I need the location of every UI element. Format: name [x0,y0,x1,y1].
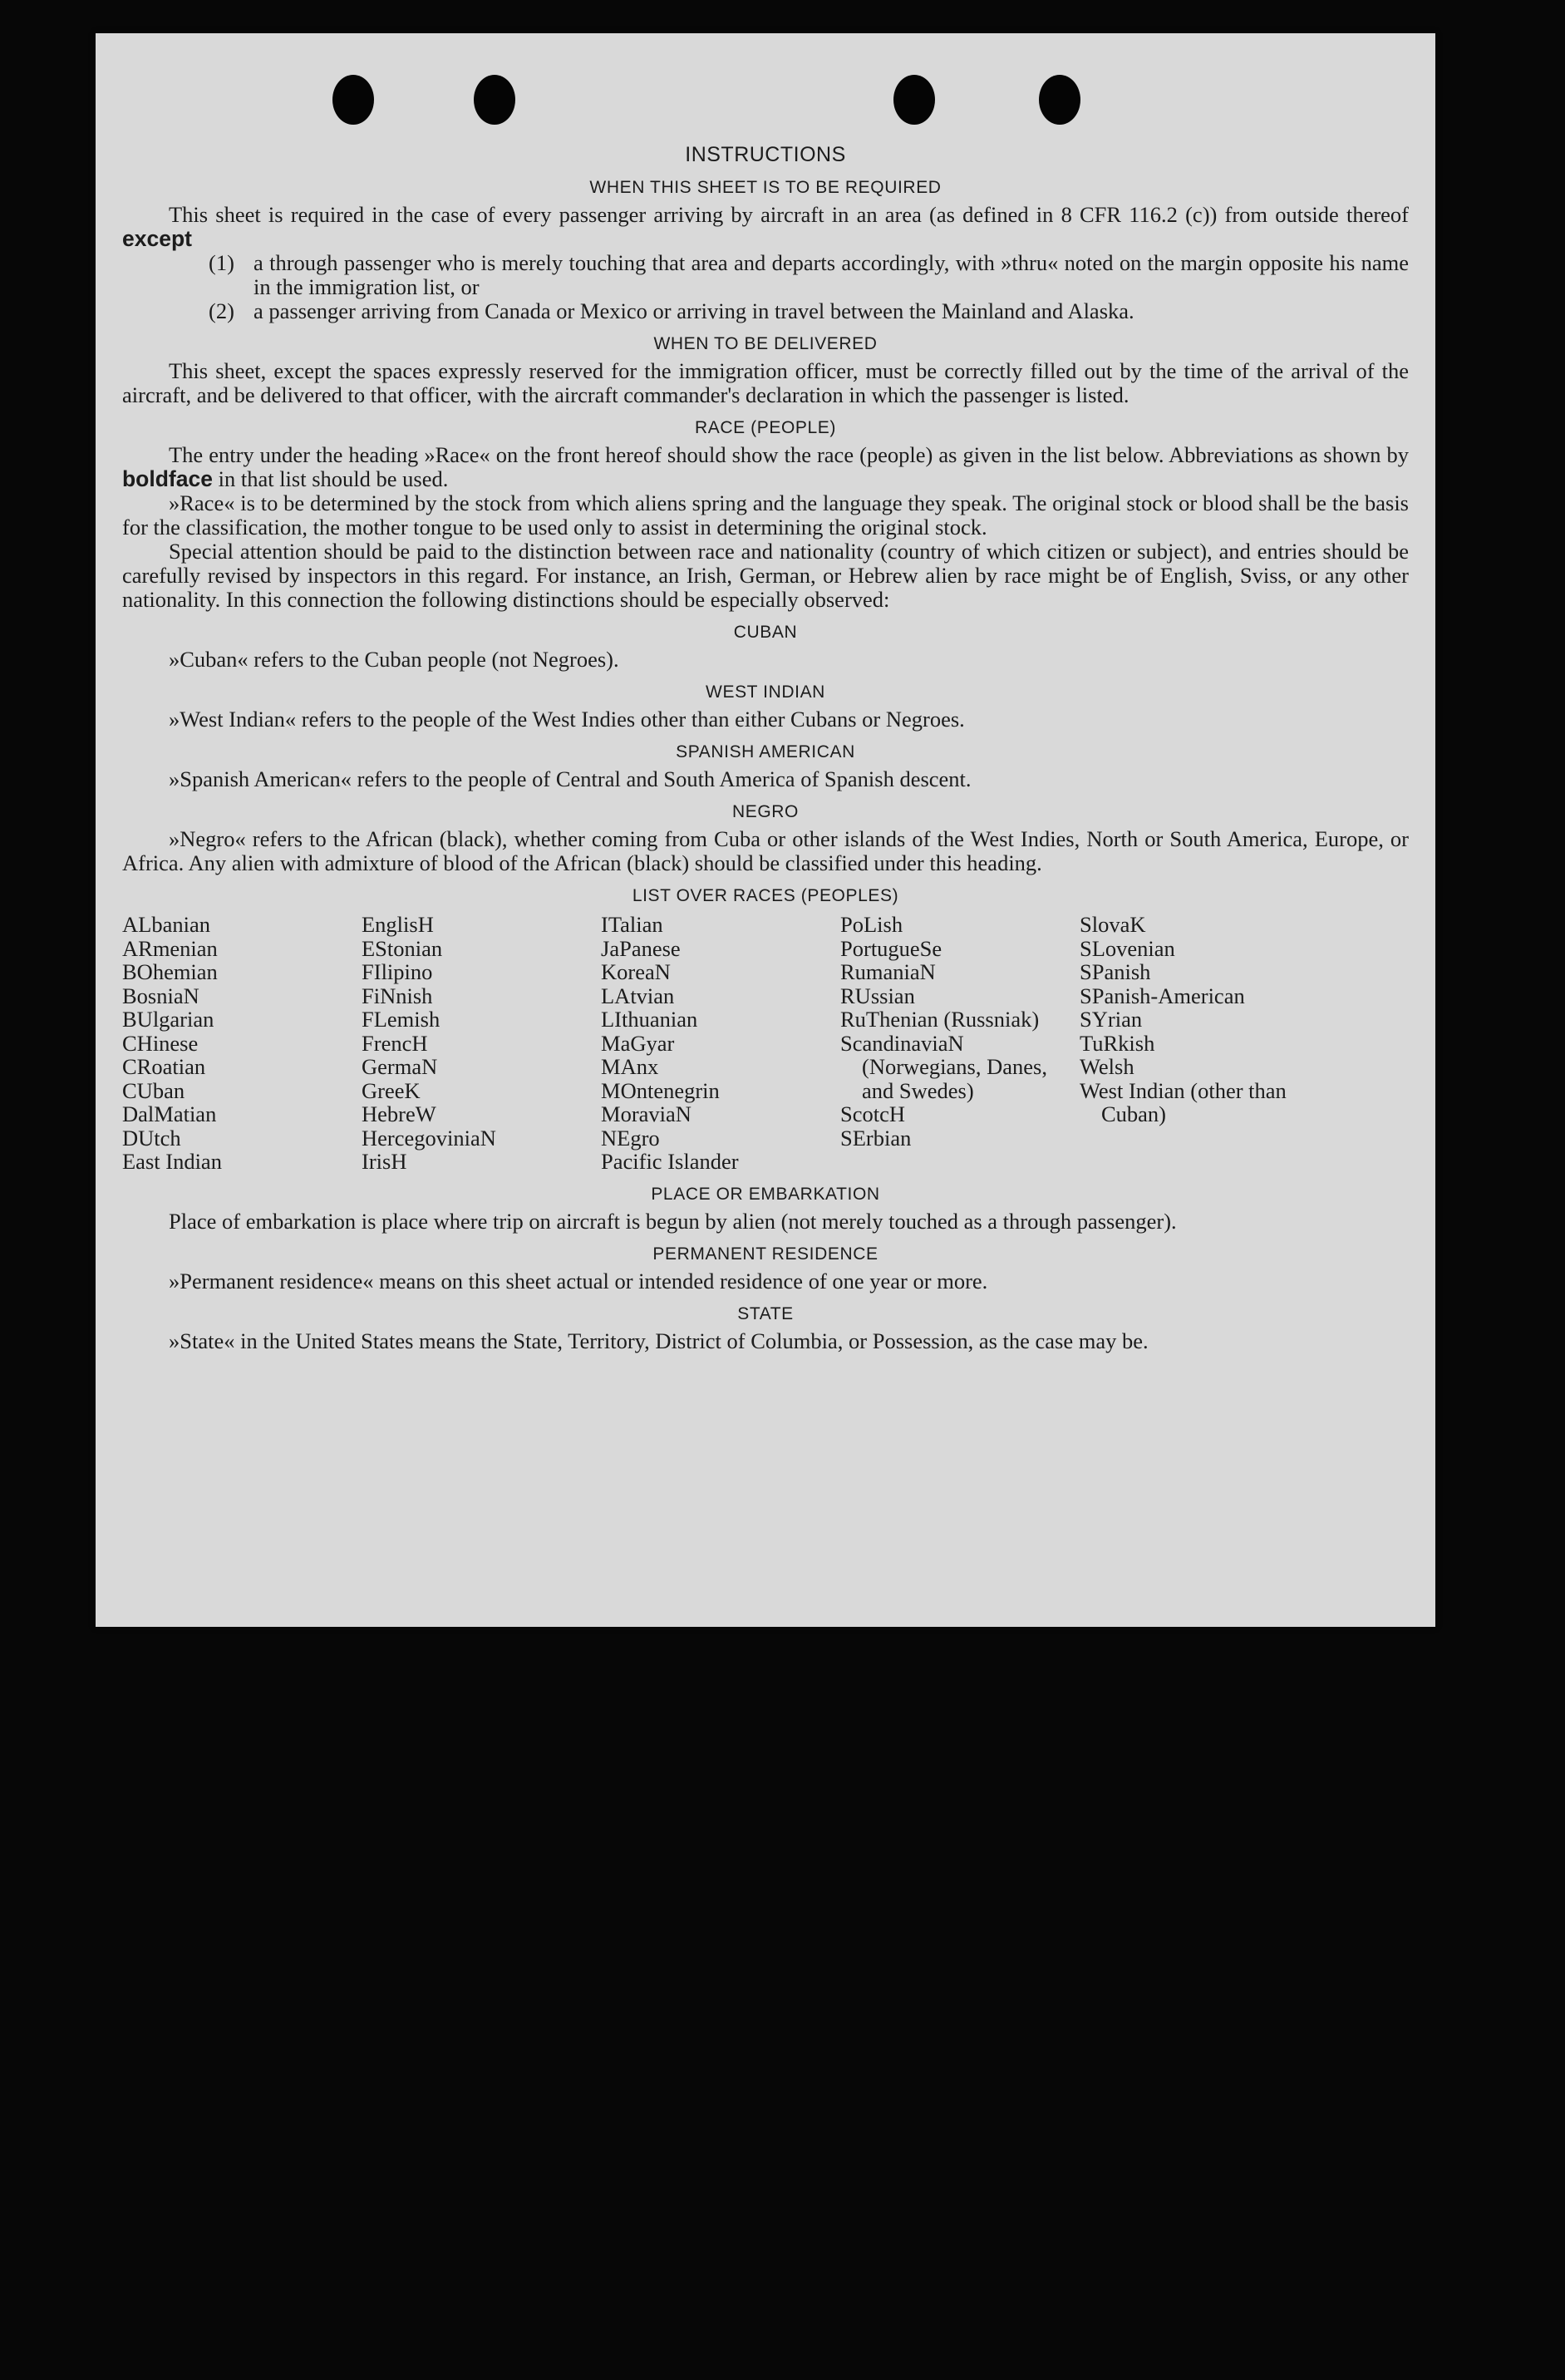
section-heading: NEGRO [731,802,799,821]
race-entry: FiNnish [362,983,433,1008]
race-entry: RuThenian (Russniak) [840,1007,1040,1032]
page-title: INSTRUCTIONS [685,143,846,166]
race-column [1080,913,1319,1174]
race-entry: BosniaN [122,983,199,1008]
race-entry: ScandinaviaN (Norwegians, Danes, and Swedes) [840,1030,1047,1103]
section-paragraph: This sheet, except the spaces expressly reserved for the immigration officer, must be correctly filled out by the time of the arrival of the aircraft, and be delivered to that officer, with the aircraft commander's declaration in which the passenger is listed. [122,358,1409,407]
section-paragraph: »Race« is to be determined by the stock from which aliens spring and the language they speak. The original stock or blood shall be the basis for the classification, the mother tongue to be used only to assist in determining the original stock. [122,490,1409,540]
section-paragraph: »West Indian« refers to the people of the West Indies other than either Cubans or Negroes. [169,707,965,732]
race-entry: NEgro [601,1125,660,1151]
race-entry: SLovenian [1080,935,1175,961]
race-entry: ARmenian [122,935,218,961]
section-paragraph: »Cuban« refers to the Cuban people (not Negroes). [169,647,619,672]
race-entry: PortugueSe [840,935,942,961]
race-entry: LIthuanian [601,1007,698,1032]
instructions-content [122,143,1409,1353]
race-entry: CRoatian [122,1054,206,1079]
race-column [362,913,601,1174]
section-heading: LIST OVER RACES (PEOPLES) [632,886,899,905]
section-paragraph: This sheet is required in the case of every passenger arriving by aircraft in an area (as defined in 8 CFR 116.2 (c)) from outside thereof except [122,202,1409,251]
race-entry: ScotcH [840,1101,906,1126]
race-entry: BUlgarian [122,1007,214,1032]
section-heading: STATE [737,1303,794,1323]
race-column [601,913,840,1174]
race-entry: DUtch [122,1125,181,1151]
section-paragraph: »Negro« refers to the African (black), whether coming from Cuba or other islands of the West Indies, North or South America, Europe, or Africa. Any alien with admixture of blood of the African (black) should be classified under this heading. [122,826,1409,875]
section-heading: CUBAN [733,623,798,642]
punch-hole [893,75,935,125]
section-heading: WHEN THIS SHEET IS TO BE REQUIRED [589,178,942,197]
race-entry: TuRkish [1080,1030,1155,1056]
race-entry: MaGyar [601,1030,675,1056]
section-paragraph: Place of embarkation is place where trip on aircraft is begun by alien (not merely touched as a through passenger). [169,1208,1177,1234]
list-item: (1) a through passenger who is merely touching that area and departs accordingly, with »thru« noted on the margin opposite his name in the immigration list, or [209,250,1409,299]
race-entry: HercegoviniaN [362,1125,496,1151]
punch-hole [1039,75,1080,125]
race-entry: Pacific Islander [601,1149,739,1174]
list-item: (2) a passenger arriving from Canada or Mexico or arriving in travel between the Mainland and Alaska. [209,298,1134,323]
race-entry: ALbanian [122,912,210,937]
race-entry: Welsh [1080,1054,1134,1079]
race-entry: SPanish-American [1080,983,1245,1008]
section-heading: WEST INDIAN [706,682,825,702]
race-entry: MAnx [601,1054,659,1079]
section-paragraph: Special attention should be paid to the distinction between race and nationality (country of which citizen or subject), and entries should be carefully revised by inspectors in this regard. For instance, an Irish, German, or Hebrew alien by race might be of English, Sviss, or any other nationality. In this connection the following distinctions should be especially observed: [122,539,1409,612]
race-entry: FIlipino [362,959,433,984]
section-paragraph: »State« in the United States means the State, Territory, District of Columbia, or Possession, as the case may be. [169,1328,1149,1353]
race-entry: SErbian [840,1125,912,1151]
race-entry: PoLish [840,912,903,937]
section-paragraph: The entry under the heading »Race« on the front hereof should show the race (people) as given in the list below. Abbreviations as shown by boldface in that list should be used. [122,442,1409,491]
section-paragraph: »Permanent residence« means on this sheet actual or intended residence of one year or more. [169,1268,988,1293]
race-entry: FLemish [362,1007,440,1032]
race-entry: SYrian [1080,1007,1143,1032]
race-column [840,913,1080,1174]
race-entry: FrencH [362,1030,428,1056]
race-entry: West Indian (other than Cuban) [1080,1077,1287,1126]
race-entry: CUban [122,1077,185,1103]
section-heading: PERMANENT RESIDENCE [652,1244,878,1264]
document-page [96,33,1435,1627]
race-entry: IrisH [362,1149,407,1174]
race-entry: LAtvian [601,983,675,1008]
race-entry: RumaniaN [840,959,936,984]
race-entry: HebreW [362,1101,436,1126]
race-entry: DalMatian [122,1101,217,1126]
race-list [122,913,1409,1174]
race-entry: KoreaN [601,959,671,984]
section-heading: WHEN TO BE DELIVERED [653,334,878,353]
section-paragraph: »Spanish American« refers to the people of Central and South America of Spanish descent. [169,766,972,791]
race-entry: EStonian [362,935,443,961]
race-entry: GermaN [362,1054,438,1079]
race-entry: MoraviaN [601,1101,691,1126]
race-entry: EnglisH [362,912,434,937]
race-column [122,913,362,1174]
race-entry: MOntenegrin [601,1077,720,1103]
punch-hole [474,75,515,125]
section-heading: PLACE OR EMBARKATION [651,1184,880,1204]
section-heading: SPANISH AMERICAN [676,742,855,761]
race-entry: CHinese [122,1030,199,1056]
race-entry: GreeK [362,1077,421,1103]
race-entry: SlovaK [1080,912,1146,937]
race-entry: East Indian [122,1149,222,1174]
punch-hole [332,75,374,125]
race-entry: JaPanese [601,935,681,961]
race-entry: RUssian [840,983,915,1008]
race-entry: SPanish [1080,959,1151,984]
race-entry: BOhemian [122,959,218,984]
race-entry: ITalian [601,912,663,937]
section-heading: RACE (PEOPLE) [694,418,836,437]
